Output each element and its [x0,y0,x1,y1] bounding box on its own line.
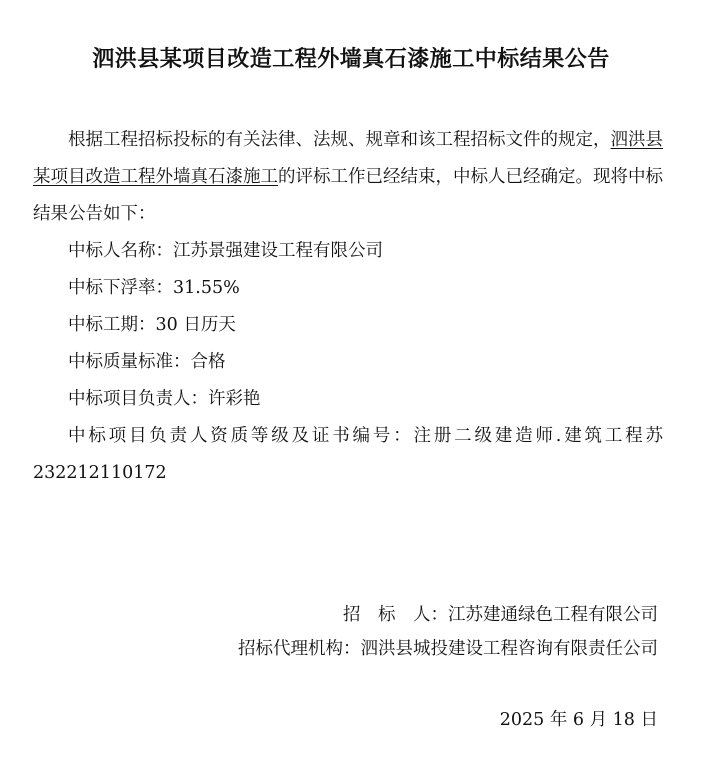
intro-paragraph [33,122,663,233]
agency-line: 招标代理机构：泗洪县城投建设工程咨询有限责任公司 [238,639,658,659]
project-name: 泗洪县某项目改造工程外墙真石漆施工 [33,130,663,187]
discount-rate: 中标下浮率：31.55% [68,278,240,298]
tenderer-line: 招 标 人：江苏建通绿色工程有限公司 [343,605,658,625]
manager-qualification: 中标项目负责人资质等级及证书编号：注册二级建造师.建筑工程苏 232212110172 [33,426,663,483]
quality-standard: 中标质量标准：合格 [68,352,226,372]
intro-text-before: 根据工程招标投标的有关法律、法规、规章和该工程招标文件的规定， [68,130,611,150]
announcement-date: 2025 年 6 月 18 日 [499,710,658,730]
announcement-body [33,122,663,492]
intro-text-after: 的评标工作已经结束，中标人已经确定。现将中标结果公告如下： [33,167,663,224]
page-title: 泗洪县某项目改造工程外墙真石漆施工中标结果公告 [92,47,610,72]
construction-period: 中标工期：30 日历天 [68,315,236,335]
project-manager: 中标项目负责人：许彩艳 [68,389,261,409]
winner-name: 中标人名称：江苏景强建设工程有限公司 [68,241,383,261]
signature-block [238,598,658,666]
